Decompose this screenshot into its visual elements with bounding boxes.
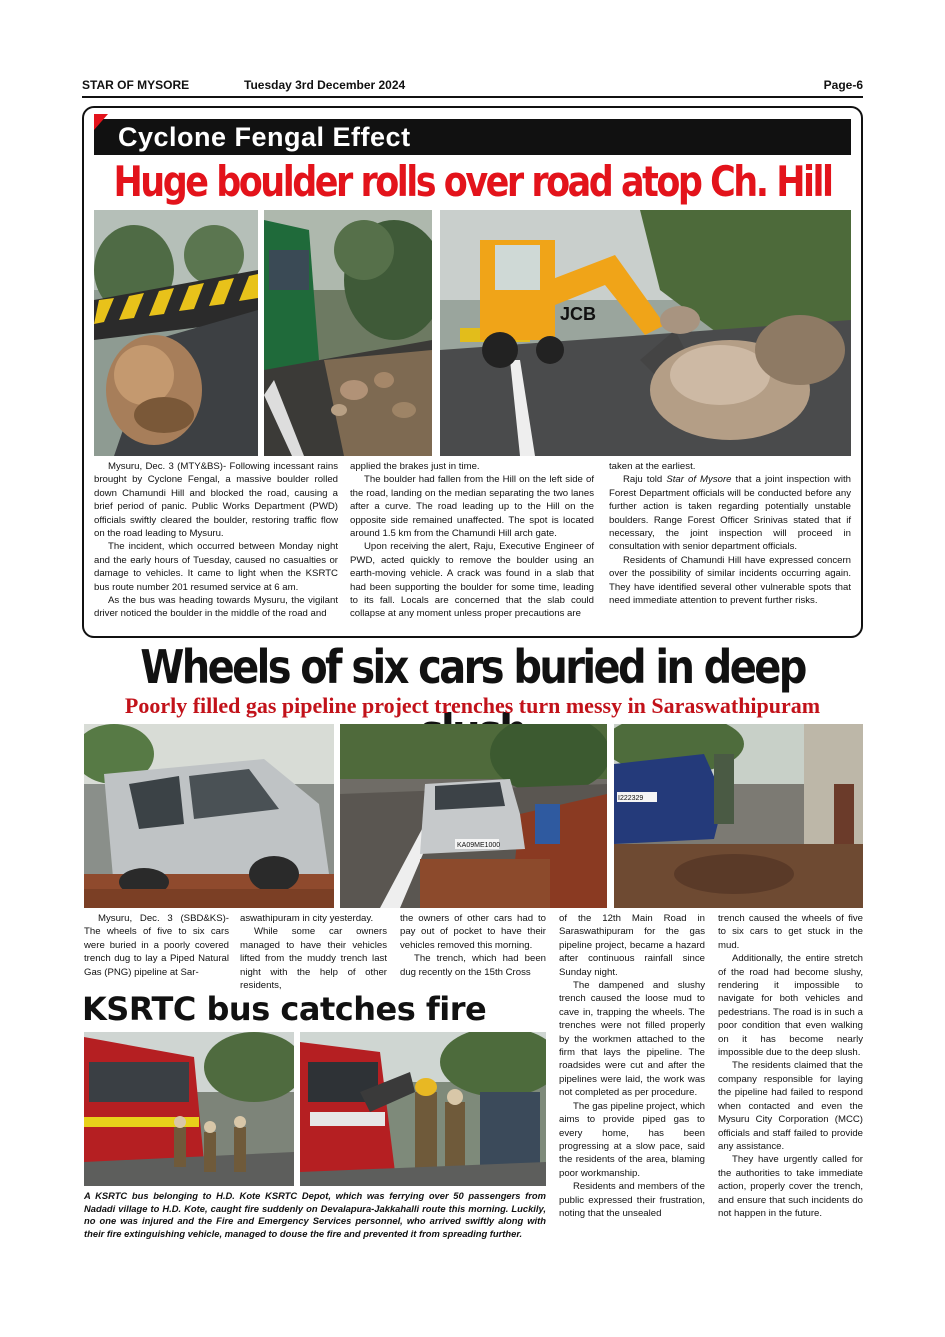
slush-column-a — [84, 912, 229, 979]
photo-bus-fire-2 — [300, 1032, 546, 1186]
photo-car-buried-2 — [340, 724, 607, 908]
boulder-col2-para-3: Upon receiving the alert, Raju, Executive Engineer of PWD, acted quickly to remove the boulder using an earth-moving vehicle. A crack was found in a slab that had been supporting the boulder for some time, leading to its fall. Locals are concerned that the slab could collapse at any moment unless proper precautions are — [350, 541, 594, 620]
kicker-flag-icon — [94, 114, 108, 130]
photo-bus-rocks — [264, 210, 432, 456]
slush-deck: Poorly filled gas pipeline project trenches turn messy in Saraswathipuram — [124, 693, 821, 718]
boulder-headline: Huge boulder rolls over road atop Ch. Hill — [113, 159, 832, 207]
boulder-col3-para-3: Residents of Chamundi Hill have expressed concern over the possibility of similar incidents occurring again. They have identified several other vulnerable spots that need immediate attention to prevent further risks. — [609, 554, 851, 607]
photo-car-buried-3 — [614, 724, 863, 908]
masthead — [82, 78, 863, 98]
slush-colD-para-4: Residents and members of the public expressed their frustration, noting that the unsealed — [559, 1181, 705, 1219]
slush-colE-para-1: trench caused the wheels of five to six cars to get stuck in the mud. — [718, 913, 863, 951]
boulder-col2-para-2: The boulder had fallen from the Hill on the left side of the road, landing on the median separating the two lanes after a curve. The road leading up to the Hill on the opposite side remained unaffected. The spot is located around 1.5 km from the Chamundi Hill arch gate. — [350, 474, 594, 540]
slush-colB-para-2: While some car owners managed to have their vehicles lifted from the muddy trench last night with the help of other residents, — [240, 926, 387, 992]
photo-bus-fire-1 — [84, 1032, 294, 1186]
page-number: Page-6 — [823, 78, 863, 92]
bus-fire-headline: KSRTC bus catches fire — [82, 990, 487, 1028]
boulder-column-2 — [350, 460, 594, 621]
boulder-col1-para-3: As the bus was heading towards Mysuru, the vigilant driver noticed the boulder in the middle of the road and — [94, 595, 338, 620]
slush-colD-para-3: The gas pipeline project, which aims to provide piped gas to every home, has been progressing at a slow pace, said the residents of the area, blaming poor workmanship. — [559, 1100, 705, 1179]
slush-colE-para-3: The residents claimed that the company responsible for laying the pipeline had failed to respond when contacted and even the Mysuru City Corporation (MCC) officials and staff failed to provide any assistance. — [718, 1060, 863, 1152]
kicker-label: Cyclone Fengal Effect — [118, 122, 411, 152]
slush-colE-para-4: They have urgently called for the authorities to take immediate action, properly cover the trench, and ensure that such incidents do not happen in the future. — [718, 1154, 863, 1219]
slush-colD-para-2: The dampened and slushy trench caused the loose mud to cave in, trapping the wheels. The trenches were not filled properly by the workmen attached to the firm that lays the pipeline. The roadsides were cut and after the pipelines were laid, the work was not completed as per procedure. — [559, 980, 705, 1099]
slush-column-c — [400, 912, 546, 979]
slush-headline: Wheels of six cars buried in deep — [140, 641, 805, 695]
license-plate-1: KA09ME1000 — [457, 842, 501, 849]
slush-column-d — [559, 912, 705, 1220]
boulder-col3-para-1: taken at the earliest. — [609, 461, 696, 472]
license-plate-2: I222329 — [618, 795, 644, 802]
slush-colA-para-1: Mysuru, Dec. 3 (SBD&KS)- The wheels of five to six cars were buried in a poorly covered trench dug to lay a Piped Natural Gas (PNG) pipeline at Sar- — [84, 913, 229, 978]
boulder-col3-para-2: Raju told Star of Mysore that a joint inspection with Forest Department officials will be conducted before any further action is taken regarding potentially unstable boulders. Range Forest Officer Srinivas stated that if necessary, the joint inspection will proceed in consultation with senior department officials. — [609, 474, 851, 553]
slush-colD-para-1: of the 12th Main Road in Saraswathipuram for the gas pipeline project, became a hazard after continuous rainfall since Sunday night. — [559, 913, 705, 978]
slush-colB-para-1: aswathipuram in city yesterday. — [240, 913, 374, 924]
photo-jcb-clearing — [440, 210, 851, 456]
boulder-column-1 — [94, 460, 338, 621]
masthead-rule — [82, 96, 863, 98]
boulder-col1-para-1: Mysuru, Dec. 3 (MTY&BS)- Following incessant rains brought by Cyclone Fengal, a massive boulder rolled down Chamundi Hill and blocked the road, causing a brief period of panic. Public Works Department (PWD) officials swiftly cleared the boulder, restoring traffic flow on the road leading to Mysuru. — [94, 461, 338, 540]
slush-colC-para-2: The trench, which had been dug recently on the 15th Cross — [400, 953, 546, 978]
bus-fire-caption: A KSRTC bus belonging to H.D. Kote KSRTC Depot, which was ferrying over 50 passengers from Nadadi village to H.D. Kote, caught fire suddenly on Devalapura-Jakkahalli route this morning. Luckily, no one was injured and the Fire and Emergency Services personnel, who arrived swiftly along with their fire extinguishing vehicle, managed to douse the fire and prevented it from spreading further. — [84, 1190, 546, 1239]
photo-car-buried-1 — [84, 724, 334, 908]
boulder-column-3 — [609, 460, 851, 607]
newspaper-name-italic: Star of Mysore — [666, 474, 732, 486]
slush-column-e — [718, 912, 863, 1220]
paper-name: STAR OF MYSORE — [82, 78, 190, 92]
slush-colC-para-1: the owners of other cars had to pay out of pocket to have their vehicles removed this morning. — [400, 913, 546, 951]
slush-colE-para-2: Additionally, the entire stretch of the road had become slushy, rendering it impossible to navigate for both vehicles and pedestrians. The road is in such a poor condition that even walking on it has become nearly impossible due to the deep slush. — [718, 953, 863, 1059]
photo-boulder-guardrail — [94, 210, 258, 456]
jcb-logo-text: JCB — [560, 304, 597, 324]
boulder-col2-para-1: applied the brakes just in time. — [350, 461, 480, 472]
slush-column-b — [240, 912, 387, 992]
boulder-col1-para-2: The incident, which occurred between Monday night and the early hours of Tuesday, caused no casualties or damage to vehicles. It came to light when the KSRTC bus route number 201 resumed service at 6 am. — [94, 541, 338, 593]
issue-date: Tuesday 3rd December 2024 — [244, 78, 406, 92]
